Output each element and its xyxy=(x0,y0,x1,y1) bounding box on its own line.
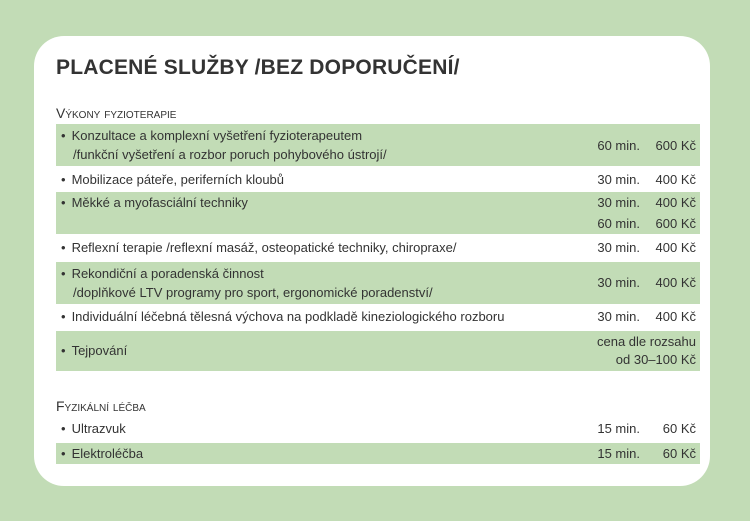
service-name: Individuální léčebná tělesná výchova na podkladě kineziologického rozboru xyxy=(71,309,505,324)
service-duration: 60 min. xyxy=(597,138,640,153)
service-duration: 30 min. xyxy=(597,275,640,290)
service-row xyxy=(56,238,700,258)
service-name: Elektroléčba xyxy=(71,446,144,461)
service-duration: 15 min. xyxy=(597,421,640,436)
page-title: PLACENÉ SLUŽBY /BEZ DOPORUČENÍ/ xyxy=(56,56,460,79)
section-heading-physiotherapy: Výkony fyzioterapie xyxy=(56,105,177,121)
service-row xyxy=(56,443,700,464)
service-detail: /doplňkové LTV programy pro sport, ergonomické poradenství/ xyxy=(73,285,433,300)
service-row xyxy=(56,307,700,327)
bullet-icon: • xyxy=(61,172,66,187)
bullet-icon: • xyxy=(61,128,66,143)
section-heading-physical-therapy: Fyzikální léčba xyxy=(56,398,146,414)
service-price: 400 Kč xyxy=(655,309,696,324)
service-name: Rekondiční a poradenská činnost xyxy=(71,266,264,281)
bullet-icon: • xyxy=(61,266,66,281)
service-name: Mobilizace páteře, periferních kloubů xyxy=(71,172,285,187)
service-name: Konzultace a komplexní vyšetření fyzioterapeutem xyxy=(71,128,363,143)
service-name: Tejpování xyxy=(71,343,128,358)
service-row xyxy=(56,192,700,234)
service-name: Měkké a myofasciální techniky xyxy=(71,195,248,210)
service-price: 60 Kč xyxy=(662,446,696,461)
service-duration: 30 min. xyxy=(597,195,640,210)
price-note: cena dle rozsahu xyxy=(596,334,696,349)
service-duration: 30 min. xyxy=(597,309,640,324)
service-duration: 30 min. xyxy=(597,240,640,255)
service-duration: 30 min. xyxy=(597,172,640,187)
service-price: 60 Kč xyxy=(662,421,696,436)
service-detail: /funkční vyšetření a rozbor poruch pohybového ústrojí/ xyxy=(73,147,387,162)
service-price-long: 600 Kč xyxy=(655,216,696,231)
service-price: 400 Kč xyxy=(655,240,696,255)
bullet-icon: • xyxy=(61,343,66,358)
service-row xyxy=(56,170,700,190)
service-duration-long: 60 min. xyxy=(597,216,640,231)
price-range: od 30–100 Kč xyxy=(615,352,696,367)
service-row xyxy=(56,331,700,371)
bullet-icon: • xyxy=(61,309,66,324)
service-row xyxy=(56,419,700,439)
bullet-icon: • xyxy=(61,195,66,210)
service-row xyxy=(56,262,700,304)
price-list-card xyxy=(34,36,710,486)
service-price: 400 Kč xyxy=(655,275,696,290)
service-price: 600 Kč xyxy=(655,138,696,153)
bullet-icon: • xyxy=(61,240,66,255)
service-name: Reflexní terapie /reflexní masáž, osteopatické techniky, chiropraxe/ xyxy=(71,240,457,255)
service-duration: 15 min. xyxy=(597,446,640,461)
service-name: Ultrazvuk xyxy=(71,421,126,436)
service-price: 400 Kč xyxy=(655,172,696,187)
bullet-icon: • xyxy=(61,421,66,436)
service-row xyxy=(56,124,700,166)
service-price: 400 Kč xyxy=(655,195,696,210)
bullet-icon: • xyxy=(61,446,66,461)
